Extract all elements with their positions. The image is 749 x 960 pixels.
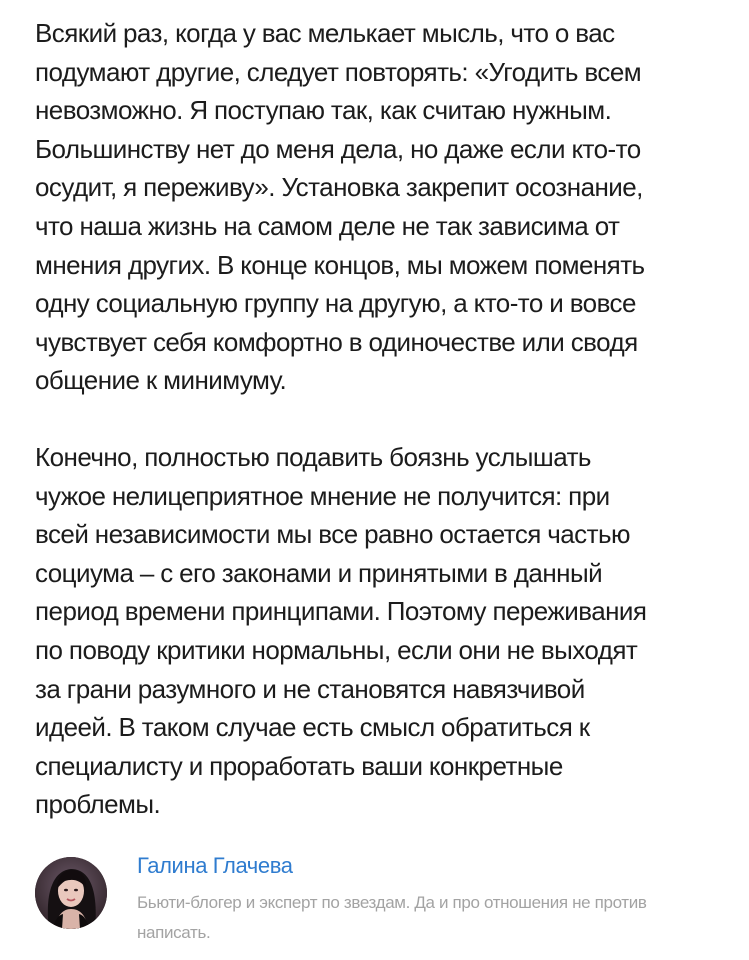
article-body xyxy=(35,14,725,824)
author-bio: Бьюти-блогер и эксперт по звездам. Да и про отношения не против написать. xyxy=(137,893,647,942)
article-paragraph-2: Конечно, полностью подавить боязнь услышать чужое нелицеприятное мнение не получится: при всей независимости мы все равно остается частью социума – с его законами и принятыми в данный период времени принципами. Поэтому переживания по поводу критики нормальны, если они не выходят за грани разумного и не становятся навязчивой идеей. В таком случае есть смысл обратиться к специалисту и проработать ваши конкретные проблемы. xyxy=(35,441,647,820)
author-card xyxy=(35,850,725,940)
author-portrait-icon xyxy=(35,857,107,929)
author-name-link[interactable]: Галина Глачева xyxy=(137,853,293,878)
author-avatar[interactable] xyxy=(35,857,107,929)
article-paragraph-1: Всякий раз, когда у вас мелькает мысль, что о вас подумают другие, следует повторять: «Угодить всем невозможно. Я поступаю так, как считаю нужным. Большинству нет до меня дела, но даже если кто-то осудит, я переживу». Установка закрепит осознание, что наша жизнь на самом деле не так зависима от мнения других. В конце концов, мы можем поменять одну социальную группу на другую, а кто-то и вовсе чувствует себя комфортно в одиночестве или сводя общение к минимуму. xyxy=(35,18,645,396)
